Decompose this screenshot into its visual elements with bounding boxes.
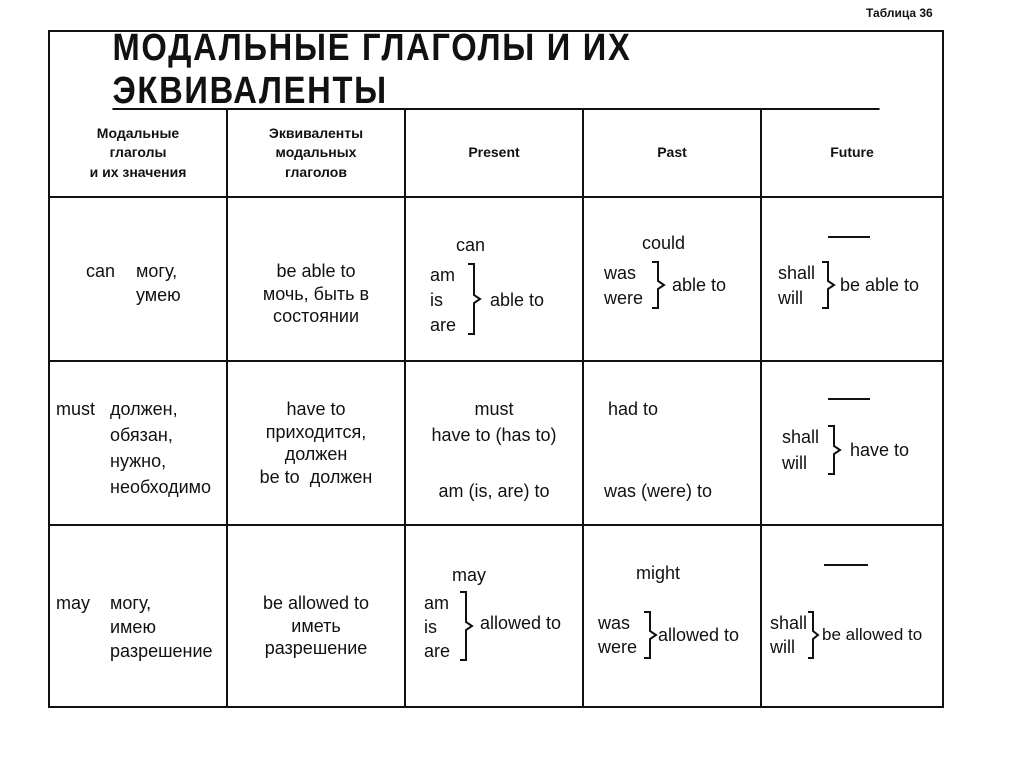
future-phrase: have to — [850, 440, 910, 460]
form-are: are — [430, 315, 457, 335]
row-must-future — [762, 362, 942, 526]
form-shall: shall — [770, 613, 808, 633]
verb-may: may — [56, 593, 91, 613]
meaning-line: должен, — [110, 399, 178, 419]
past-top: could — [642, 233, 686, 253]
header-equivalents — [228, 110, 406, 198]
equivalent-line: приходится, — [265, 421, 367, 442]
verb-can: can — [86, 261, 116, 281]
form-will: will — [770, 637, 795, 657]
form-is: is — [424, 617, 437, 637]
future-phrase: be able to — [840, 275, 920, 295]
form-am: am — [424, 593, 450, 613]
form-is: is — [430, 290, 443, 310]
equivalent-line: мочь, быть в — [262, 283, 370, 304]
header-line: модальных — [275, 144, 357, 161]
row-may-verb — [50, 526, 228, 708]
equivalent-line: должен — [284, 444, 348, 464]
form-will: will — [782, 453, 807, 473]
form-were: were — [604, 288, 644, 308]
form-were: were — [598, 637, 638, 657]
form-was: was — [604, 263, 637, 283]
row-can-past — [584, 198, 762, 362]
equivalent-line: have to — [286, 399, 346, 419]
header-present: Present — [406, 110, 584, 198]
equivalent-line: be to должен — [259, 466, 373, 487]
row-can-future — [762, 198, 942, 362]
header-line: глаголов — [285, 163, 347, 180]
past-top: had to — [608, 399, 659, 419]
header-past: Past — [584, 110, 762, 198]
meaning-line: могу, — [136, 261, 178, 281]
header-future: Future — [762, 110, 942, 198]
brace-icon — [826, 424, 846, 476]
header-modal-verbs — [50, 110, 228, 198]
header-line: Эквиваленты — [268, 124, 364, 141]
equivalent-line: разрешение — [264, 638, 368, 658]
present-phrase: able to — [490, 290, 545, 310]
row-must-equivalent — [228, 362, 406, 526]
row-can-present — [406, 198, 584, 362]
form-will: will — [778, 288, 803, 308]
meaning-line: нужно, — [110, 451, 167, 471]
present-line: am (is, are) to — [438, 481, 550, 501]
row-may-equivalent — [228, 526, 406, 708]
row-can-equivalent — [228, 198, 406, 362]
row-can-verb — [50, 198, 228, 362]
brace-icon — [458, 590, 478, 662]
form-shall: shall — [782, 427, 820, 447]
meaning-line: обязан, — [110, 425, 173, 445]
row-must-past — [584, 362, 762, 526]
brace-icon — [820, 260, 840, 310]
form-are: are — [424, 641, 451, 661]
header-line: и их значения — [89, 163, 187, 180]
table-title: МОДАЛЬНЫЕ ГЛАГОЛЫ И ИХ ЭКВИВАЛЕНТЫ — [112, 32, 879, 110]
brace-icon — [650, 260, 670, 310]
present-phrase: allowed to — [480, 613, 562, 633]
future-phrase: be allowed to — [822, 625, 923, 644]
meaning-line: имею — [110, 617, 156, 637]
present-line: have to (has to) — [431, 425, 557, 445]
equivalent-line: be allowed to — [262, 593, 370, 613]
table-grid — [50, 110, 942, 708]
verb-must: must — [56, 399, 96, 419]
row-must-present — [406, 362, 584, 526]
dash-line — [828, 236, 870, 238]
present-top: can — [456, 235, 486, 255]
present-top: may — [452, 565, 487, 585]
header-line: Модальные — [96, 124, 180, 141]
form-shall: shall — [778, 263, 816, 283]
meaning-line: необходимо — [110, 477, 212, 497]
form-am: am — [430, 265, 456, 285]
header-line: глаголы — [109, 144, 167, 161]
row-may-future — [762, 526, 942, 708]
past-line: was (were) to — [604, 481, 713, 501]
equivalent-line: состоянии — [272, 306, 360, 326]
equivalent-line: be able to — [276, 261, 356, 281]
past-top: might — [636, 563, 681, 583]
equivalent-line: иметь — [291, 615, 341, 636]
meaning-line: разрешение — [110, 641, 213, 661]
row-may-present — [406, 526, 584, 708]
row-may-past — [584, 526, 762, 708]
dash-line — [828, 398, 870, 400]
table-number: Таблица 36 — [866, 6, 933, 20]
present-top: must — [474, 399, 514, 419]
brace-icon — [466, 262, 486, 336]
meaning-line: умею — [136, 285, 181, 305]
modal-verbs-table — [48, 27, 944, 708]
meaning-line: могу, — [110, 593, 152, 613]
dash-line — [824, 564, 868, 566]
form-was: was — [598, 613, 631, 633]
past-phrase: allowed to — [658, 625, 740, 645]
past-phrase: able to — [672, 275, 727, 295]
row-must-verb — [50, 362, 228, 526]
